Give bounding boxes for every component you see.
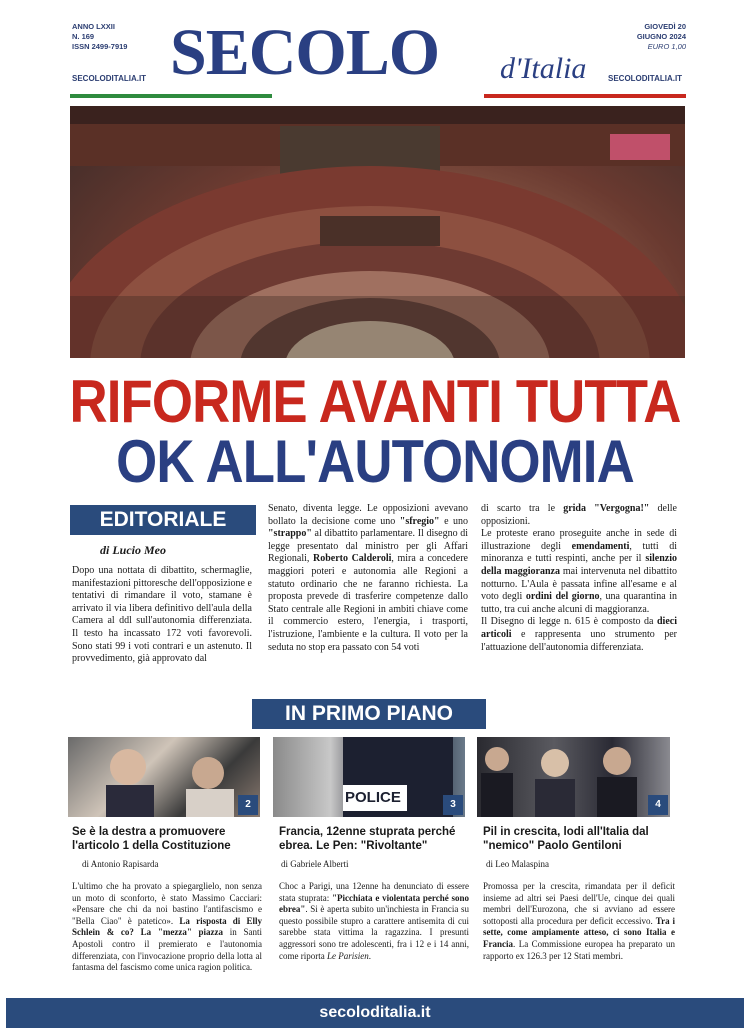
editorial-author: di Lucio Meo — [100, 543, 166, 557]
article-2-number: 3 — [443, 795, 463, 815]
issue-year: ANNO LXXII — [72, 22, 115, 31]
text-run: L'ultimo che ha provato a spiegarglielo, non senza un moto di sconforto, è stato Massimo Cacciari: «Pensare che chi da noi bastino l'antifascismo e "Bella Ciao" è patetico». — [72, 881, 262, 926]
article-2-body — [279, 881, 469, 962]
text-run-bold: "sfregio" — [399, 515, 440, 527]
text-run: Le proteste erano proseguite anche in sede di illustrazione degli — [481, 528, 677, 552]
headline-sub: OK ALL'AUTONOMIA — [116, 428, 634, 495]
article-2-title[interactable]: Francia, 12enne stuprata perché ebrea. Le Pen: "Rivoltante" — [279, 826, 456, 852]
text-run-bold: grida "Vergogna!" — [563, 503, 650, 514]
issue-number: N. 169 — [72, 32, 95, 41]
text-run: e rappresenta uno strumento per l'attuazione dell'autonomia differenziata. — [481, 628, 677, 653]
masthead-title: SECOLO — [170, 16, 440, 89]
text-run: delle opposizioni. — [481, 503, 677, 527]
text-run: di scarto tra le — [481, 503, 564, 514]
article-1-title[interactable]: Se è la destra a promuovere l'articolo 1 della Costituzione — [72, 826, 231, 852]
site-link-right[interactable]: SECOLODITALIA.IT — [608, 74, 683, 83]
site-link-left[interactable]: SECOLODITALIA.IT — [72, 74, 147, 83]
text-run: e uno — [439, 515, 468, 527]
footer-bar — [6, 998, 744, 1028]
date-day: GIOVEDÌ 20 — [644, 22, 686, 31]
editorial-column-3 — [481, 503, 677, 654]
text-run: , una quarantina in tutto, tra cui anche alcuni di maggioranza. — [481, 591, 677, 615]
headline-main — [45, 368, 705, 436]
price: EURO 1,00 — [647, 42, 686, 51]
article-1-illustration — [68, 737, 260, 817]
text-run: mai intervenuta nel dibattito notturno. L'Aula è passata infine all'esame e al voto degli — [481, 565, 677, 603]
text-run-bold: La risposta di Elly Schlein & co? La "mezza" piazza — [72, 915, 262, 938]
police-text: POLICE — [345, 789, 401, 806]
text-run-bold: emendamenti — [571, 540, 630, 552]
text-run: , mira a concedere maggiori poteri e autonomia alle Regioni a statuto ordinario che ne faranno richiesta. La proposta prevede di trasferire competenze dallo Stato centrale alle Regioni in ambiti chiave come il commercio estero, l'energia, i trasporti, l'istruzione, l'ambiente e la cultura. Il voto per la seduta no stop era passato con 54 voti — [268, 553, 468, 653]
article-3-photo[interactable] — [477, 737, 670, 817]
editorial-column-2 — [268, 503, 468, 654]
text-run: Il Disegno di legge n. 615 è composto da — [481, 616, 657, 628]
article-3-illustration — [477, 737, 670, 817]
parliament-illustration — [70, 106, 685, 358]
article-1-photo[interactable] — [68, 737, 260, 817]
flag-red-stripe — [484, 94, 686, 98]
text-run-bold: ordini del giorno — [525, 591, 600, 603]
text-run: . Si è aperta subito un'inchiesta in Francia su questo possibile stupro a carattere antisemita di cui sarebbe stata vittima la ragazzina. I presunti aggressori sono tre adolescenti, fra i 12 e i 14 anni, come riporta — [279, 904, 469, 961]
text-run: . La Commissione europea ha preparato un rapporto ex 126.3 per 12 Stati membri. — [483, 938, 675, 961]
date-month-year: GIUGNO 2024 — [636, 32, 686, 41]
text-run: Senato, diventa legge. Le opposizioni avevano bollato la decisione come uno — [268, 503, 468, 527]
lead-photo-parliament — [70, 106, 685, 358]
text-run: . — [368, 950, 371, 961]
flag-green-stripe — [70, 94, 272, 98]
text-run: al dibattito parlamentare. Il disegno di legge presentato dal ministro per gli Affari Regionali, — [268, 528, 468, 565]
masthead-subtitle: d'Italia — [500, 52, 587, 85]
text-run-bold: Roberto Calderoli — [312, 553, 392, 565]
issue-info — [72, 22, 127, 52]
article-1-number: 2 — [238, 795, 258, 815]
footer-site-link[interactable]: secoloditalia.it — [319, 1004, 431, 1021]
headline-avanti-tutta: AVANTI TUTTA — [318, 368, 681, 435]
text-run-bold: dieci articoli — [481, 616, 677, 640]
text-run: in Santi Apostoli contro il premierato e l'autonomia differenziata, con l'invocazione proprio della lotta al fantasma del fascismo come unica ragion politica. — [72, 927, 262, 973]
text-run-bold: silenzio della maggioranza — [481, 553, 677, 577]
article-3-number: 4 — [648, 795, 668, 815]
text-run: Promossa per la crescita, rimandata per il deficit insieme ad altri sei Paesi dell'Ue, cinque dei quali membri dell'Eurozona, che si avviano ad essere sottoposti alla procedura per deficit eccessivo. — [483, 881, 675, 926]
text-run-bold: "strappo" — [268, 528, 312, 540]
editorial-label: EDITORIALE — [70, 505, 256, 535]
article-2-author: di Gabriele Alberti — [281, 859, 349, 869]
text-run-bold: "Picchiata e violentata perché sono ebrea" — [279, 892, 470, 915]
text-run: Choc a Parigi, una 12enne ha denunciato di essere stata stuprata: — [279, 881, 469, 903]
article-3-title[interactable]: Pil in crescita, lodi all'Italia dal "nemico" Paolo Gentiloni — [483, 826, 649, 852]
article-2-photo[interactable] — [273, 737, 465, 817]
editorial-column-1: Dopo una nottata di dibattito, schermaglie, manifestazioni pittoresche dell'opposizione e tentativi di rimandare il voto, stamane è arrivato il via libera definitivo dell'aula della Camera al ddl sull'autonomia differenziata. Il testo ha incassato 172 voti favorevoli. Sono stati 99 i voti contrari e un astenuto. Il provvedimento, già approvato dal — [72, 565, 252, 665]
article-1-author: di Antonio Rapisarda — [82, 859, 159, 869]
text-run-bold: Tra i sette, come ampiamente atteso, ci sono Italia e Francia — [483, 915, 675, 949]
text-run-italic: Le Parisien — [326, 950, 369, 961]
text-run: , tutti di minoranza e tutti respinti, anche per il — [481, 540, 677, 565]
headline-word-riforme: RIFORME — [69, 368, 307, 435]
primo-piano-label: IN PRIMO PIANO — [252, 699, 486, 729]
article-3-author: di Leo Malaspina — [486, 859, 549, 869]
date-info — [637, 22, 686, 52]
article-1-body — [72, 881, 262, 974]
article-3-body — [483, 881, 675, 962]
issn: ISSN 2499-7919 — [72, 42, 128, 51]
